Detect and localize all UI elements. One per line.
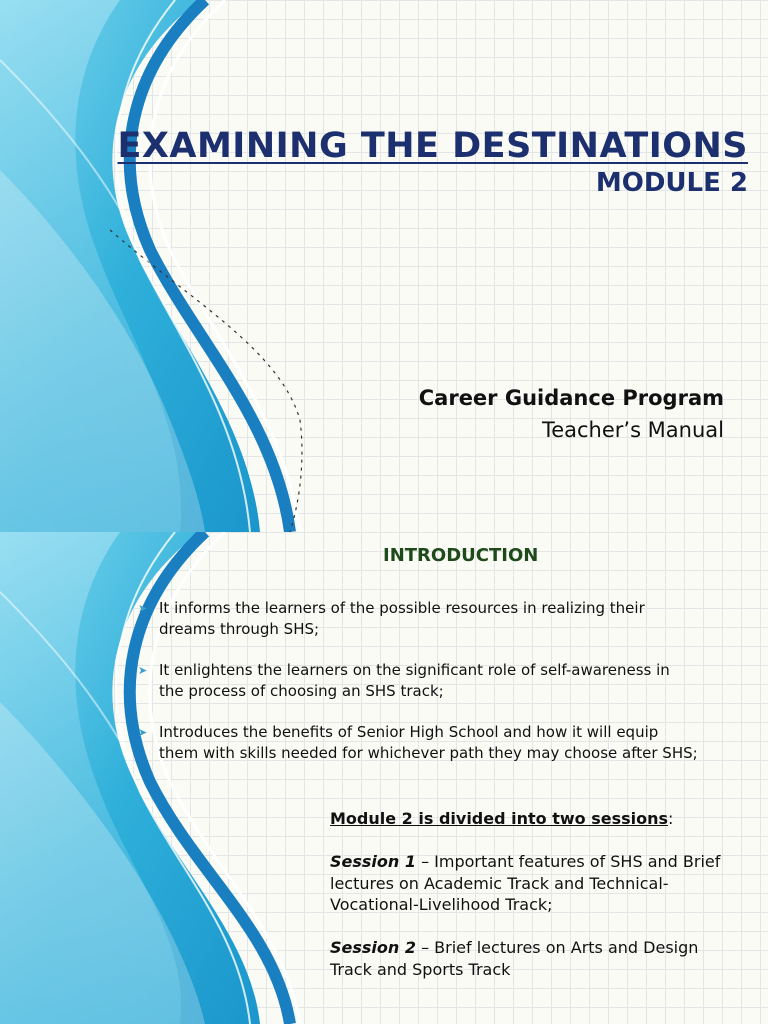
list-item	[138, 660, 698, 702]
program-name: Career Guidance Program	[418, 386, 724, 410]
section-heading: INTRODUCTION	[383, 545, 539, 566]
session-1-text: – Important features of SHS and Brief lectures on Academic Track and Technical-Vocational-Livelihood Track;	[330, 852, 721, 914]
wave-decoration	[0, 0, 320, 532]
arrow-bullet-icon: ➤	[138, 664, 148, 677]
arrow-bullet-icon: ➤	[138, 726, 148, 739]
bullet-text: It informs the learners of the possible resources in realizing their dreams through SHS;	[159, 599, 645, 638]
session-2-label: Session 2	[330, 938, 416, 957]
sessions-intro	[330, 808, 730, 830]
slide-title: EXAMINING THE DESTINATIONS	[117, 126, 748, 166]
list-item	[138, 598, 698, 640]
session-1	[330, 851, 730, 916]
list-item	[138, 722, 698, 764]
sessions-block	[330, 808, 730, 1002]
bullet-list	[138, 598, 698, 784]
manual-name: Teacher’s Manual	[541, 418, 724, 442]
bullet-text: Introduces the benefits of Senior High School and how it will equip them with skills needed for whichever path they may choose after SHS;	[159, 723, 698, 762]
arrow-bullet-icon: ➤	[138, 602, 148, 615]
session-1-label: Session 1	[330, 852, 416, 871]
session-2-text: – Brief lectures on Arts and Design Track and Sports Track	[330, 938, 699, 979]
sessions-intro-bold: Module 2 is divided into two sessions	[330, 809, 669, 828]
introduction-slide	[0, 532, 768, 1024]
bullet-text: It enlightens the learners on the significant role of self-awareness in the process of choosing an SHS track;	[159, 661, 670, 700]
sessions-intro-colon: :	[668, 809, 674, 828]
session-2	[330, 937, 730, 980]
slide-subtitle: MODULE 2	[595, 168, 748, 198]
